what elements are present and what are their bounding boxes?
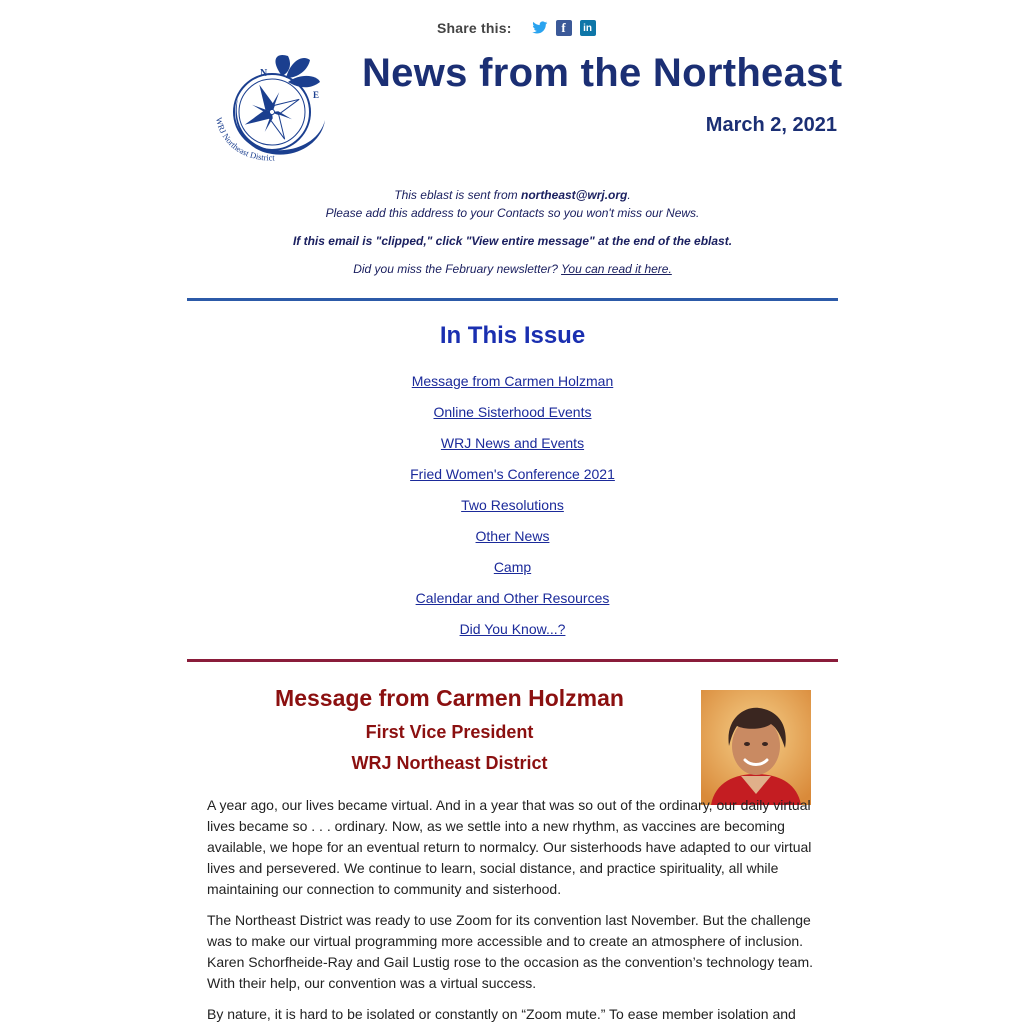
toc-item: [187, 372, 838, 403]
info-previous-newsletter-line: [187, 262, 838, 276]
divider-red: [187, 659, 838, 662]
toc-link-did-you-know[interactable]: Did You Know...?: [459, 621, 566, 637]
wrj-northeast-logo: [210, 50, 330, 165]
toc-item: [187, 558, 838, 589]
table-of-contents: [187, 372, 838, 651]
newsletter-title: News from the Northeast: [362, 51, 843, 95]
toc-item: [187, 496, 838, 527]
in-this-issue-heading: In This Issue: [439, 322, 586, 349]
linkedin-icon[interactable]: in: [580, 20, 596, 36]
info-clipped-line: If this email is "clipped," click "View entire message" at the end of the eblast.: [292, 234, 733, 248]
info-sender-line: [187, 188, 838, 202]
info-sender-prefix: This eblast is sent from: [394, 188, 521, 202]
toc-link-message[interactable]: Message from Carmen Holzman: [411, 373, 614, 389]
toc-link-online-events[interactable]: Online Sisterhood Events: [433, 404, 592, 420]
facebook-icon[interactable]: f: [556, 20, 572, 36]
previous-newsletter-text: Did you miss the February newsletter?: [353, 262, 562, 276]
toc-item: [187, 589, 838, 620]
toc-item: [187, 620, 838, 651]
share-label: Share this:: [437, 20, 512, 36]
twitter-icon[interactable]: [532, 20, 548, 36]
toc-link-wrj-news[interactable]: WRJ News and Events: [440, 435, 585, 451]
toc-item: [187, 403, 838, 434]
info-sender-suffix: .: [627, 188, 631, 202]
message-subtitle-org: WRJ Northeast District: [351, 753, 548, 773]
toc-link-conference[interactable]: Fried Women's Conference 2021: [410, 466, 615, 482]
toc-item: [187, 465, 838, 496]
newsletter-date: March 2, 2021: [705, 114, 837, 136]
message-subtitle-role: First Vice President: [365, 722, 534, 742]
info-contacts-line: Please add this address to your Contacts so you won't miss our News.: [325, 206, 700, 220]
message-paragraph: A year ago, our lives became virtual. And in a year that was so out of the ordinary, our daily virtual lives became so . . . ordinary. Now, as we settle into a new rhythm, as vaccines are becoming available, we hope for an eventual return to normalcy. Our sisterhoods have adapted to our virtual lives and persevered. We continue to learn, social distance, and practice spirituality, all while maintaining our connection to community and sisterhood.: [207, 797, 812, 897]
message-heading: Message from Carmen Holzman: [275, 685, 624, 711]
logo-text: WRJ Northeast District: [213, 116, 275, 163]
toc-link-calendar[interactable]: Calendar and Other Resources: [415, 590, 610, 606]
share-bar: [437, 20, 596, 36]
previous-newsletter-link[interactable]: You can read it here.: [561, 262, 672, 276]
toc-link-other-news[interactable]: Other News: [475, 528, 550, 544]
logo-letter-n: N: [260, 68, 268, 79]
toc-item: [187, 527, 838, 558]
divider-blue: [187, 298, 838, 301]
logo-letter-e: E: [313, 90, 320, 100]
sender-email: northeast@wrj.org: [520, 188, 628, 202]
toc-link-resolutions[interactable]: Two Resolutions: [461, 497, 564, 513]
message-paragraph: By nature, it is hard to be isolated or constantly on “Zoom mute.” To ease member isolation and: [207, 1006, 796, 1022]
toc-item: [187, 434, 838, 465]
message-paragraph: The Northeast District was ready to use Zoom for its convention last November. But the challenge was to make our virtual programming more accessible and to create an atmosphere of inclusion. Karen Schorfheide-Ray and Gail Lustig rose to the occasion as the convention’s technology team. With their help, our convention was a virtual success.: [207, 912, 813, 991]
carmen-holzman-photo: [701, 690, 811, 805]
toc-link-camp[interactable]: Camp: [493, 559, 532, 575]
